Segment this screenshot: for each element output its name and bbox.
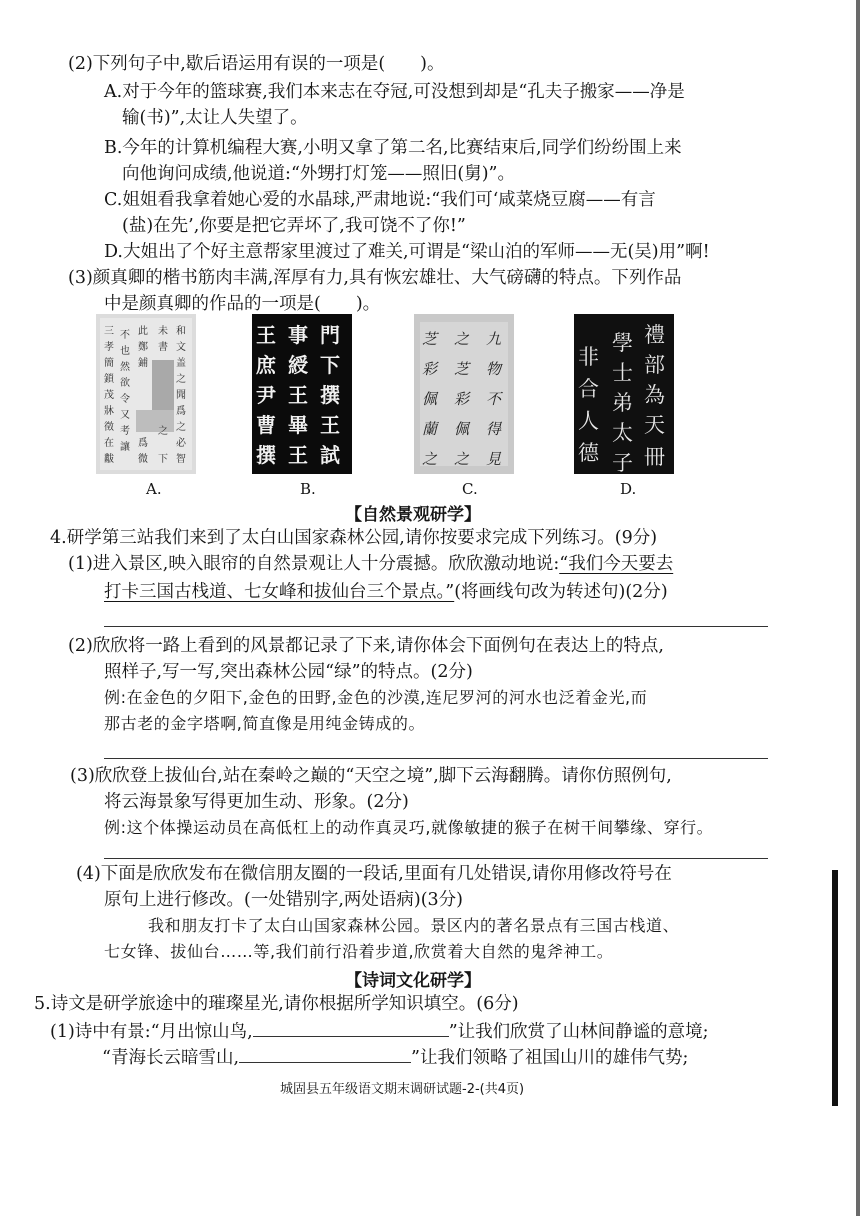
svg-text:士: 士	[612, 361, 633, 385]
q4-3-line2: 将云海景象写得更加生动、形象。(2分)	[104, 792, 409, 812]
scan-shadow	[832, 870, 838, 1106]
svg-text:鋪: 鋪	[138, 358, 148, 369]
svg-text:之: 之	[454, 330, 470, 348]
svg-text:合: 合	[578, 377, 599, 401]
svg-text:非: 非	[578, 345, 599, 369]
svg-text:茂: 茂	[104, 390, 114, 401]
q4-2-line2: 照样子,写一写,突出森林公园“绿”的特点。(2分)	[104, 662, 473, 682]
svg-text:天: 天	[644, 413, 665, 437]
svg-text:太: 太	[612, 421, 633, 445]
svg-text:不: 不	[486, 390, 502, 408]
svg-text:欲: 欲	[120, 378, 130, 389]
svg-text:爲: 爲	[176, 406, 186, 417]
q3-2-stem: (2)下列句子中,歇后语运用有误的一项是( )。	[68, 54, 445, 74]
svg-text:門: 門	[320, 323, 340, 347]
q4-4-line1: (4)下面是欣欣发布在微信朋友圈的一段话,里面有几处错误,请你用修改符号在	[76, 864, 672, 884]
svg-text:考: 考	[120, 426, 130, 437]
answer-line-q4-2[interactable]	[104, 758, 768, 759]
svg-text:鄭: 鄭	[138, 342, 148, 353]
svg-text:蘭: 蘭	[422, 420, 438, 438]
q3-2-option-a-line1: A.对于今年的篮球赛,我们本来志在夺冠,可没想到却是“孔夫子搬家——净是	[104, 82, 685, 102]
option-label-a: A.	[146, 480, 162, 498]
q4-2-example-line1: 例:在金色的夕阳下,金色的田野,金色的沙漠,连尼罗河的河水也泛着金光,而	[104, 688, 648, 707]
option-label-d: D.	[620, 480, 637, 498]
svg-text:畢: 畢	[288, 413, 308, 437]
svg-text:彩: 彩	[454, 390, 470, 408]
q4-stem: 4.研学第三站我们来到了太白山国家森林公园,请你按要求完成下列练习。(9分)	[50, 528, 658, 548]
svg-text:牀: 牀	[104, 406, 114, 417]
svg-text:孝: 孝	[104, 342, 114, 353]
svg-text:王: 王	[320, 413, 340, 437]
svg-text:王: 王	[288, 383, 308, 407]
svg-text:撰: 撰	[320, 383, 340, 407]
svg-text:下: 下	[320, 353, 340, 377]
svg-text:弟: 弟	[612, 391, 633, 415]
svg-text:之: 之	[422, 450, 438, 468]
calligraphy-plate-d	[574, 314, 674, 474]
fill-blank-1[interactable]	[253, 1018, 449, 1037]
q4-4-text-line2: 七女锋、拔仙台……等,我们前行沿着步道,欣赏着大自然的鬼斧神工。	[104, 942, 614, 961]
svg-text:必: 必	[176, 438, 186, 449]
svg-text:此: 此	[138, 326, 148, 337]
svg-text:不: 不	[120, 330, 130, 341]
section-title-poetry: 【诗词文化研学】	[345, 971, 481, 991]
svg-text:之: 之	[176, 374, 186, 385]
q3-2-option-c-line2: (盐)在先’,你要是把它弄坏了,我可饶不了你!”	[122, 216, 466, 236]
answer-line-q4-3[interactable]	[104, 858, 768, 859]
calligraphy-plate-b	[252, 314, 352, 474]
svg-text:未: 未	[158, 326, 168, 337]
q4-1-prefix: (1)进入景区,映入眼帘的自然景观让人十分震撼。欣欣激动地说:	[68, 554, 560, 574]
svg-text:簡: 簡	[104, 358, 114, 369]
q5-1-text-c: “青海长云暗雪山,	[102, 1048, 240, 1068]
svg-text:芝: 芝	[422, 330, 438, 348]
q3-3-stem-line2: 中是颜真卿的作品的一项是( )。	[104, 294, 381, 314]
q4-2-line1: (2)欣欣将一路上看到的风景都记录了下来,请你体会下面例句在表达上的特点,	[68, 636, 664, 656]
svg-text:見: 見	[486, 450, 502, 468]
q3-2-option-d: D.大姐出了个好主意帮家里渡过了难关,可谓是“梁山泊的军师——无(吴)用”啊!	[104, 242, 710, 262]
answer-line-q4-1[interactable]	[104, 626, 768, 627]
calligraphy-plate-c	[414, 314, 514, 474]
svg-text:學: 學	[612, 331, 633, 355]
svg-text:冊: 冊	[644, 445, 665, 469]
q4-1-line2	[104, 580, 668, 604]
svg-text:佩: 佩	[422, 390, 438, 408]
svg-text:綬: 綬	[288, 353, 308, 377]
q5-1-text-b: ”让我们欣赏了山林间静谧的意境;	[448, 1022, 709, 1042]
svg-text:德: 德	[578, 441, 599, 465]
svg-text:王: 王	[288, 443, 308, 467]
q4-1-line1	[68, 552, 673, 576]
svg-text:人: 人	[578, 409, 599, 433]
svg-text:文: 文	[176, 342, 186, 353]
fill-blank-2[interactable]	[239, 1044, 411, 1063]
q4-2-example-line2: 那古老的金字塔啊,简直像是用纯金铸成的。	[104, 714, 426, 733]
option-label-c: C.	[462, 480, 478, 498]
svg-text:尹: 尹	[256, 383, 276, 407]
svg-text:佩: 佩	[454, 420, 470, 438]
q5-stem: 5.诗文是研学旅途中的璀璨星光,请你根据所学知识填空。(6分)	[34, 994, 519, 1014]
svg-text:事: 事	[288, 323, 308, 347]
svg-text:鎖: 鎖	[104, 374, 114, 385]
q4-1-suffix: (将画线句改为转述句)(2分)	[454, 582, 668, 602]
svg-text:曹: 曹	[256, 413, 276, 437]
svg-text:爲: 爲	[138, 438, 148, 449]
svg-text:之: 之	[176, 422, 186, 433]
q3-2-option-b-line1: B.今年的计算机编程大赛,小明又拿了第二名,比赛结束后,同学们纷纷围上来	[104, 138, 682, 158]
svg-text:之: 之	[158, 426, 168, 437]
svg-text:之: 之	[454, 450, 470, 468]
section-title-nature: 【自然景观研学】	[345, 505, 481, 525]
q4-4-text-line1: 我和朋友打卡了太白山国家森林公园。景区内的著名景点有三国古栈道、	[148, 916, 680, 935]
svg-text:庶: 庶	[256, 353, 276, 377]
q4-3-example: 例:这个体操运动员在高低杠上的动作真灵巧,就像敏捷的猴子在树干间攀缘、穿行。	[104, 818, 714, 837]
svg-text:又: 又	[120, 410, 130, 421]
svg-text:為: 為	[644, 383, 665, 407]
svg-text:王: 王	[256, 323, 276, 347]
q4-1-underlined-part1: “我们今天要去	[559, 554, 674, 574]
q4-1-underlined-part2: 打卡三国古栈道、七女峰和拔仙台三个景点。”	[104, 582, 455, 602]
q3-2-option-b-line2: 向他询问成绩,他说道:“外甥打灯笼——照旧(舅)”。	[122, 164, 516, 184]
svg-text:書: 書	[158, 342, 168, 353]
svg-text:三: 三	[104, 326, 114, 337]
svg-text:下: 下	[158, 454, 168, 465]
q5-1-line1	[50, 1018, 709, 1044]
svg-text:徵: 徵	[104, 422, 114, 433]
scan-edge	[856, 0, 860, 1216]
svg-text:部: 部	[644, 353, 665, 377]
svg-text:盖: 盖	[176, 358, 186, 369]
svg-text:在: 在	[104, 438, 114, 449]
svg-text:撰: 撰	[256, 443, 276, 467]
svg-text:讓: 讓	[120, 442, 130, 453]
svg-text:芝: 芝	[454, 360, 470, 378]
q5-1-line2	[102, 1044, 688, 1070]
svg-text:黻: 黻	[104, 454, 114, 465]
svg-text:智: 智	[176, 454, 186, 465]
page-footer: 城固县五年级语文期末调研试题-2-(共4页)	[280, 1082, 525, 1097]
svg-text:聞: 聞	[176, 390, 186, 401]
calligraphy-plate-a	[96, 314, 196, 474]
svg-text:得: 得	[486, 420, 502, 438]
q3-2-option-a-line2: 输(书)”,太让人失望了。	[122, 108, 308, 128]
svg-text:微: 微	[138, 454, 148, 465]
option-label-b: B.	[300, 480, 316, 498]
q3-3-stem-line1: (3)颜真卿的楷书筋肉丰满,浑厚有力,具有恢宏雄壮、大气磅礴的特点。下列作品	[68, 268, 682, 288]
q5-1-text-d: ”让我们领略了祖国山川的雄伟气势;	[411, 1048, 689, 1068]
q4-3-line1: (3)欣欣登上拔仙台,站在秦岭之巅的“天空之境”,脚下云海翻腾。请你仿照例句,	[70, 766, 672, 786]
q4-4-line2: 原句上进行修改。(一处错别字,两处语病)(3分)	[104, 890, 464, 910]
q3-2-option-c-line1: C.姐姐看我拿着她心爱的水晶球,严肃地说:“我们可‘咸菜烧豆腐——有言	[104, 190, 656, 210]
svg-text:彩: 彩	[422, 360, 438, 378]
svg-text:試: 試	[320, 443, 340, 467]
q5-1-text-a: (1)诗中有景:“月出惊山鸟,	[50, 1022, 253, 1042]
svg-text:然: 然	[120, 362, 130, 373]
svg-text:令: 令	[120, 394, 130, 405]
svg-text:物: 物	[486, 360, 502, 378]
svg-text:也: 也	[120, 346, 130, 357]
svg-text:和: 和	[176, 326, 186, 337]
svg-text:子: 子	[612, 451, 633, 474]
svg-text:九: 九	[486, 330, 502, 348]
svg-text:禮: 禮	[644, 323, 665, 347]
